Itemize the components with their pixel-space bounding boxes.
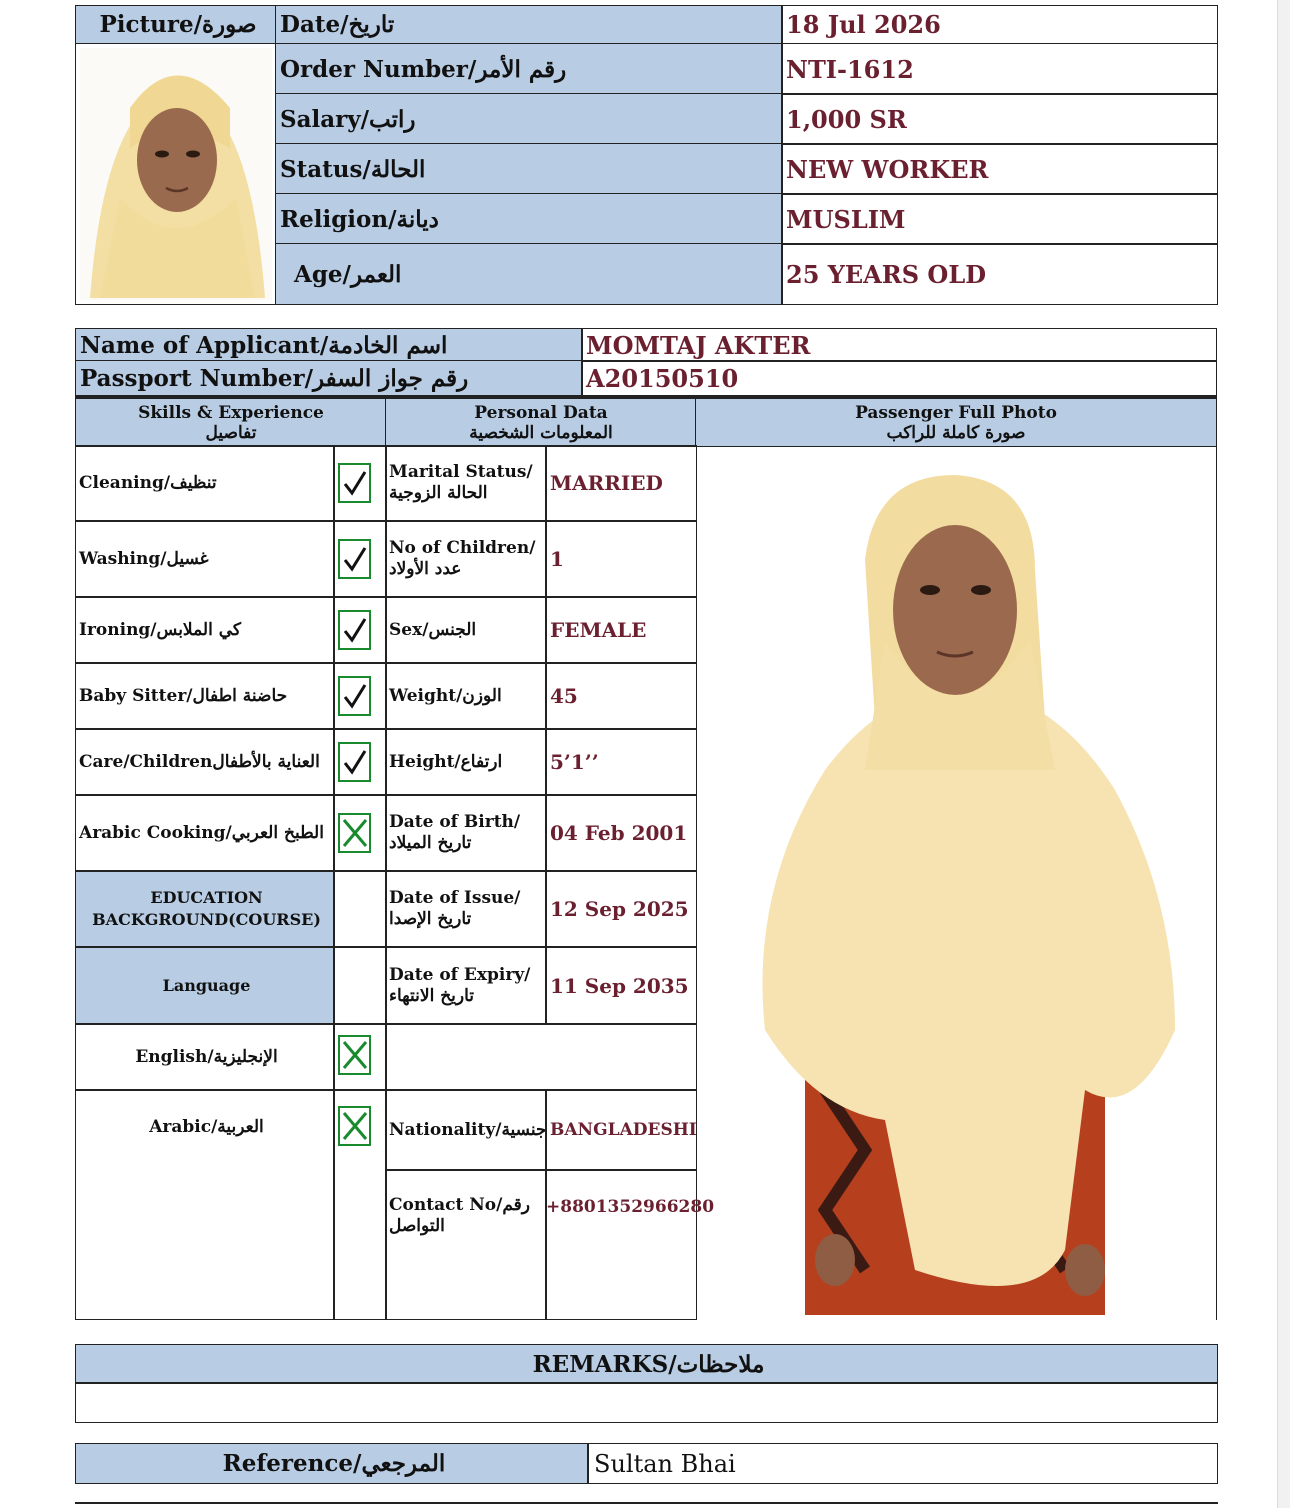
education-label-mark-cell (333, 871, 387, 947)
contact-value: +8801352966280 (546, 1197, 715, 1217)
nationality-label-cell (385, 1090, 547, 1170)
language-label-mark-cell (333, 947, 387, 1024)
header-label: Date/تاريخ (280, 11, 395, 38)
reference-value: Sultan Bhai (594, 1449, 736, 1478)
skill-label: Arabic Cooking/الطبخ العربي (79, 822, 324, 843)
skills-header-ar: تفاصيل (205, 422, 257, 443)
remarks-label: REMARKS/ملاحظات (532, 1350, 765, 1378)
empty-personal-cell (385, 1024, 697, 1090)
skill-label-cell (75, 663, 335, 729)
personal-header-en: Personal Data (474, 402, 608, 423)
header-value-cell (781, 143, 1218, 195)
contact-label-cell (385, 1170, 547, 1320)
personal-value-cell (545, 795, 697, 871)
cross-mark-icon (338, 813, 371, 853)
personal-value-cell (545, 947, 697, 1024)
skill-label: Care/Childrenالعناية بالأطفال (79, 751, 320, 772)
cross-mark-icon (338, 1035, 371, 1075)
header-label: Status/الحالة (280, 155, 426, 183)
skills-header-en: Skills & Experience (138, 402, 324, 423)
portrait-photo (80, 48, 272, 300)
personal-header-ar: المعلومات الشخصية (469, 422, 613, 443)
personal-label: Date of Birth/تاريخ الميلاد (389, 812, 521, 853)
check-mark-icon (338, 676, 371, 716)
personal-label: Height/ارتفاع (389, 751, 503, 772)
header-value: MUSLIM (786, 204, 906, 234)
header-label: Order Number/رقم الأمر (280, 55, 567, 83)
check-mark-icon (338, 742, 371, 782)
personal-label-cell (385, 729, 547, 795)
personal-header (385, 396, 697, 447)
nationality-label: Nationality/جنسية (389, 1119, 547, 1140)
personal-value: 1 (550, 547, 564, 571)
personal-label-cell (385, 521, 547, 597)
personal-value-cell (545, 521, 697, 597)
photo-header-en: Passenger Full Photo (855, 402, 1057, 423)
personal-value: 11 Sep 2035 (550, 973, 689, 998)
name-label: Name of Applicant/اسم الخادمة (80, 331, 448, 359)
personal-label: No of Children/عدد الأولاد (389, 538, 536, 579)
skill-label: Cleaning/تنظيف (79, 472, 217, 493)
education-label: EDUCATION BACKGROUND(COURSE) (92, 888, 321, 929)
language-english-cell (75, 1024, 335, 1090)
header-value: 1,000 SR (786, 104, 907, 134)
skill-label-cell (75, 597, 335, 663)
remarks-body (75, 1382, 1218, 1423)
personal-value-cell (545, 871, 697, 947)
personal-label-cell (385, 663, 547, 729)
cross-mark-icon (338, 1106, 371, 1146)
page-edge (1277, 0, 1290, 1508)
personal-value: 12 Sep 2025 (550, 897, 689, 921)
reference-label: Reference/المرجعي (222, 1450, 446, 1477)
header-label-cell (275, 243, 783, 305)
header-label-cell (275, 143, 783, 195)
skill-label: Baby Sitter/حاضنة اطفال (79, 685, 288, 706)
full-photo-image (735, 470, 1185, 1315)
personal-label-cell (385, 947, 547, 1024)
header-label-cell (275, 43, 783, 95)
skill-label: Washing/غسيل (79, 548, 209, 569)
remarks-header (75, 1344, 1218, 1384)
picture-label: Picture/صورة (99, 11, 257, 38)
nationality-value-cell (545, 1090, 697, 1170)
personal-value: 04 Feb 2001 (550, 821, 688, 845)
header-label-cell (275, 93, 783, 145)
check-mark-icon (338, 539, 371, 579)
personal-value: MARRIED (550, 471, 663, 495)
header-value-cell (781, 43, 1218, 95)
header-label: Age/العمر (294, 260, 402, 288)
reference-label-cell (75, 1443, 589, 1484)
personal-label: Sex/الجنس (389, 619, 477, 640)
picture-label-cell (75, 5, 277, 44)
check-mark-icon (338, 463, 371, 503)
skills-header (75, 396, 387, 447)
header-label-cell (275, 193, 783, 245)
skill-label-cell (75, 795, 335, 871)
photo-header-ar: صورة كاملة للراكب (886, 422, 1026, 443)
personal-label: Marital Status/ الحالة الزوجية (389, 462, 533, 503)
contact-label: Contact No/رقم التواصل (389, 1195, 530, 1236)
header-value-cell (781, 5, 1218, 44)
language-english-label: English/الإنجليزية (135, 1046, 278, 1067)
language-label-cell (75, 947, 335, 1024)
passport-label: Passport Number/رقم جواز السفر (80, 364, 469, 392)
nationality-value: BANGLADESHI (550, 1120, 697, 1140)
header-value-cell (781, 193, 1218, 245)
portrait-image (80, 48, 272, 300)
photo-header (695, 396, 1217, 447)
personal-label-cell (385, 795, 547, 871)
personal-label: Date of Expiry/ تاريخ الانتهاء (389, 964, 531, 1006)
header-value: 25 YEARS OLD (786, 259, 987, 289)
header-value-cell (781, 243, 1218, 305)
reference-value-cell (587, 1443, 1218, 1484)
name-label-cell (75, 328, 583, 362)
skill-label-cell (75, 445, 335, 521)
personal-value-cell (545, 445, 697, 521)
passport-value-cell (581, 360, 1217, 396)
portrait-cell (75, 43, 277, 305)
name-value-cell (581, 328, 1217, 362)
full-photo (735, 470, 1185, 1315)
language-arabic-cell (75, 1090, 335, 1320)
language-label: Language (162, 975, 251, 995)
personal-label: Weight/الوزن (389, 685, 502, 706)
name-value: MOMTAJ AKTER (586, 330, 811, 360)
header-label: Salary/راتب (280, 105, 416, 133)
contact-value-cell (545, 1170, 715, 1320)
header-value: NTI-1612 (786, 54, 914, 84)
full-photo-cell (695, 445, 1217, 1320)
header-label: Religion/ديانة (280, 205, 439, 233)
check-mark-icon (338, 610, 371, 650)
personal-label-cell (385, 871, 547, 947)
personal-value-cell (545, 663, 697, 729)
education-label-cell (75, 871, 335, 947)
bottom-rule (75, 1502, 1218, 1504)
language-arabic-label: Arabic/العربية (149, 1117, 264, 1137)
skill-label: Ironing/كي الملابس (79, 619, 241, 640)
header-value: 18 Jul 2026 (786, 10, 941, 39)
personal-value-cell (545, 597, 697, 663)
header-value-cell (781, 93, 1218, 145)
personal-value: FEMALE (550, 618, 647, 642)
personal-value: 45 (550, 684, 578, 708)
personal-label: Date of Issue/تاريخ الإصدا (389, 888, 521, 929)
personal-label-cell (385, 445, 547, 521)
skill-label-cell (75, 521, 335, 597)
skill-label-cell (75, 729, 335, 795)
personal-value-cell (545, 729, 697, 795)
header-label-cell (275, 5, 783, 44)
passport-value: A20150510 (586, 363, 739, 393)
passport-label-cell (75, 360, 583, 396)
personal-label-cell (385, 597, 547, 663)
header-value: NEW WORKER (786, 154, 989, 184)
personal-value: 5’1’’ (550, 750, 599, 774)
